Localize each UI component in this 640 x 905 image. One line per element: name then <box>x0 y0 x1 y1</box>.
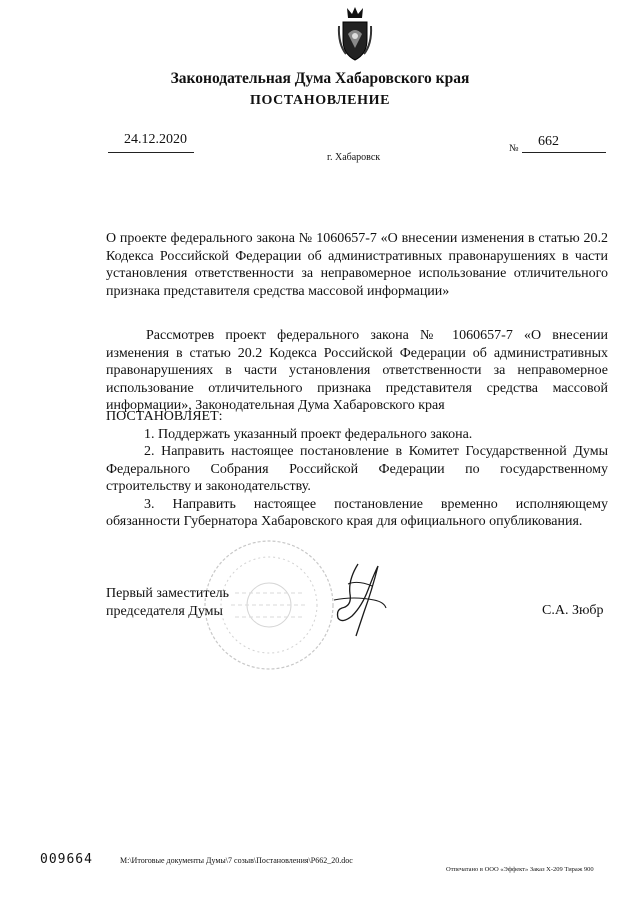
subject-line: Кодекса Российской Федерации об административных правонарушениях в части <box>106 248 608 264</box>
intro-line: правонарушениях в части установления ответственности за неправомерное <box>106 363 608 378</box>
date-field <box>108 132 194 153</box>
list-item-line: обязанности Губернатора Хабаровского края для официального опубликования. <box>106 514 583 529</box>
coat-of-arms-icon <box>336 4 374 64</box>
intro-line: изменения в статью 20.2 Кодекса Российской Федерации об административных <box>106 345 608 361</box>
signatory-title-line: Первый заместитель <box>106 586 230 601</box>
subject-line: О проекте федерального закона № 1060657-7 «О внесении изменения в статью 20.2 <box>106 231 608 246</box>
file-path: M:\Итоговые документы Думы\7 созыв\Постановления\Р662_20.doc <box>120 856 353 865</box>
org-title: Законодательная Дума Хабаровского края <box>170 70 470 87</box>
intro-line: Рассмотрев проект федерального закона № 1060657-7 «О внесении <box>146 328 608 343</box>
intro-line: информации», Законодательная Дума Хабаровского края <box>106 398 445 413</box>
resolve-word: ПОСТАНОВЛЯЕТ: <box>106 409 223 424</box>
document-title: ПОСТАНОВЛЕНИЕ <box>249 93 391 108</box>
signatory-title-line: председателя Думы <box>106 604 223 619</box>
signature-icon <box>328 560 390 640</box>
registration-number: 009664 <box>40 852 93 867</box>
document-number: 662 <box>538 134 559 149</box>
list-item: 1. Поддержать указанный проект федерального закона. <box>144 426 473 442</box>
subject-line: признака представителя средства массовой информации» <box>106 283 450 299</box>
resolution-block <box>106 408 608 531</box>
list-item-line: строительству и законодательству. <box>106 479 311 494</box>
document-date: 24.12.2020 <box>124 132 187 147</box>
city: г. Хабаровск <box>327 152 381 163</box>
print-info: Отпечатано в ООО «Эффект» Заказ Х-209 Тираж 900 <box>446 866 594 873</box>
list-item: 2. Направить настоящее постановление в Комитет Государственной Думы <box>144 444 608 459</box>
number-sign: № <box>509 143 519 154</box>
intro-line: использование отличительного признака представителя средства массовой <box>106 380 608 396</box>
subject-line: установления ответственности за неправомерное использование отличительного <box>106 266 608 281</box>
number-field <box>522 134 606 153</box>
list-item: 3. Направить настоящее постановление временно исполняющему <box>144 496 608 512</box>
signatory-title <box>106 585 229 621</box>
subject-heading <box>106 230 608 300</box>
list-item-line: Федерального Собрания Российской Федерации по государственному <box>106 461 608 477</box>
signatory-name: С.А. Зюбр <box>542 603 604 618</box>
intro-paragraph <box>106 327 608 415</box>
